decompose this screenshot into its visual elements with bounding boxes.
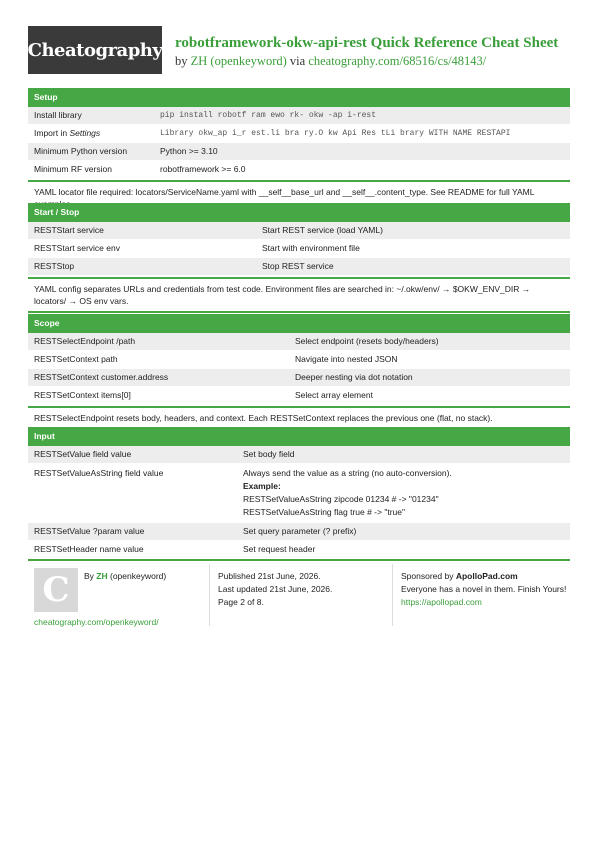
section-title: Start / Stop	[28, 203, 570, 222]
row-value: pip install robotf ram ewo rk- okw -ap i-rest	[160, 111, 377, 120]
row-key: Minimum Python version	[34, 146, 128, 156]
sponsor-prefix: Sponsored by	[401, 571, 456, 581]
sheet-url-link[interactable]: cheatography.com/68516/cs/48143/	[308, 54, 487, 68]
row-value: Stop REST service	[262, 261, 334, 271]
row-key	[34, 128, 160, 139]
section-note: YAML config separates URLs and credentials from test code. Environment files are searched in: ~/.okw/env/ → $OKW_ENV_DIR → locators/ → OS env vars.	[28, 277, 570, 313]
footer-divider	[209, 564, 210, 626]
sponsor-text: Everyone has a novel in them. Finish Yours!	[401, 584, 567, 594]
section-setup	[28, 88, 570, 216]
footer-author-handle: (openkeyword)	[107, 571, 167, 581]
table-row	[28, 125, 570, 143]
table-row	[28, 369, 570, 387]
row-value: Python >= 3.10	[160, 146, 218, 156]
row-value	[243, 467, 564, 519]
footer-dates	[218, 570, 378, 609]
example-line: RESTSetValueAsString zipcode 01234 # -> "01234"	[243, 494, 439, 504]
section-title: Setup	[28, 88, 570, 107]
row-key-emphasis: Settings	[69, 128, 101, 138]
table-row	[28, 107, 570, 125]
by-prefix: by	[175, 54, 191, 68]
row-value: Start REST service (load YAML)	[262, 225, 383, 235]
sponsor-link[interactable]: https://apollopad.com	[401, 597, 482, 607]
row-value: Set body field	[243, 449, 295, 459]
row-key: RESTStop	[34, 261, 75, 271]
footer-sponsor	[401, 570, 569, 609]
footer-by: By	[84, 571, 97, 581]
row-value: Navigate into nested JSON	[295, 354, 398, 364]
row-key: RESTSetContext customer.address	[34, 372, 169, 382]
row-value: Select array element	[295, 390, 373, 400]
section-note: YAML locator file required: locators/ServiceName.yaml with __self__base_url and __self__.content_type. See README for full YAML	[28, 180, 570, 216]
row-value: Deeper nesting via dot notation	[295, 372, 413, 382]
section-start-stop	[28, 203, 570, 313]
section-input	[28, 427, 570, 561]
sponsor-name: ApolloPad.com	[455, 571, 518, 581]
cheatography-logo[interactable]: Cheatography	[28, 26, 162, 74]
footer-author	[84, 570, 166, 583]
page-number: Page 2 of 8.	[218, 597, 264, 607]
table-row	[28, 446, 570, 464]
footer-divider	[392, 564, 393, 626]
table-row	[28, 222, 570, 240]
table-row	[28, 240, 570, 258]
row-key: RESTSetContext items[0]	[34, 390, 131, 400]
row-key: Minimum RF version	[34, 164, 112, 174]
sponsor-line	[401, 570, 569, 583]
published-date: Published 21st June, 2026.	[218, 571, 321, 581]
row-value: Library okw_ap i_r est.li bra ry.O kw Api Res tLi brary WITH NAME RESTAPI	[160, 129, 511, 138]
table-row	[28, 351, 570, 369]
updated-date: Last updated 21st June, 2026.	[218, 584, 333, 594]
section-title: Input	[28, 427, 570, 446]
example-label: Example:	[243, 481, 281, 491]
row-description: Always send the value as a string (no auto-conversion).	[243, 468, 452, 478]
row-value: Select endpoint (resets body/headers)	[295, 336, 439, 346]
section-title: Scope	[28, 314, 570, 333]
author-avatar: C	[34, 568, 78, 612]
table-row	[28, 387, 570, 405]
row-key: RESTSetValue ?param value	[34, 526, 145, 536]
row-value: Start with environment file	[262, 243, 360, 253]
table-row	[28, 464, 570, 523]
page-title: robotframework-okw-api-rest Quick Reference Cheat Sheet	[175, 35, 559, 51]
page-header	[28, 26, 572, 74]
table-row	[28, 523, 570, 541]
example-line: RESTSetValueAsString flag true # -> "true"	[243, 507, 406, 517]
table-row	[28, 258, 570, 276]
row-key: RESTSetValue field value	[34, 449, 132, 459]
row-key: RESTSelectEndpoint /path	[34, 336, 136, 346]
row-key: Install library	[34, 110, 82, 120]
author-link[interactable]: ZH (openkeyword)	[190, 54, 287, 68]
row-key: RESTSetHeader name value	[34, 544, 144, 554]
table-row	[28, 143, 570, 161]
table-row	[28, 333, 570, 351]
table-row	[28, 541, 570, 559]
section-note: RESTSelectEndpoint resets body, headers, and context. Each RESTSetContext replaces the previous one (flat, no stack).	[28, 406, 570, 430]
author-profile-link[interactable]: cheatography.com/openkeyword/	[34, 617, 159, 627]
footer-author-link[interactable]: ZH	[96, 571, 108, 581]
row-key: RESTSetValueAsString field value	[34, 468, 164, 478]
row-key: RESTStart service	[34, 225, 104, 235]
title-block	[175, 35, 558, 69]
row-value: Set request header	[243, 544, 316, 554]
byline	[175, 54, 558, 69]
row-key: RESTSetContext path	[34, 354, 118, 364]
row-value: Set query parameter (? prefix)	[243, 526, 357, 536]
row-key-text: Import in	[34, 128, 70, 138]
via-text: via	[286, 54, 309, 68]
table-row	[28, 161, 570, 179]
row-key: RESTStart service env	[34, 243, 120, 253]
row-value: robotframework >= 6.0	[160, 164, 246, 174]
section-scope	[28, 314, 570, 430]
